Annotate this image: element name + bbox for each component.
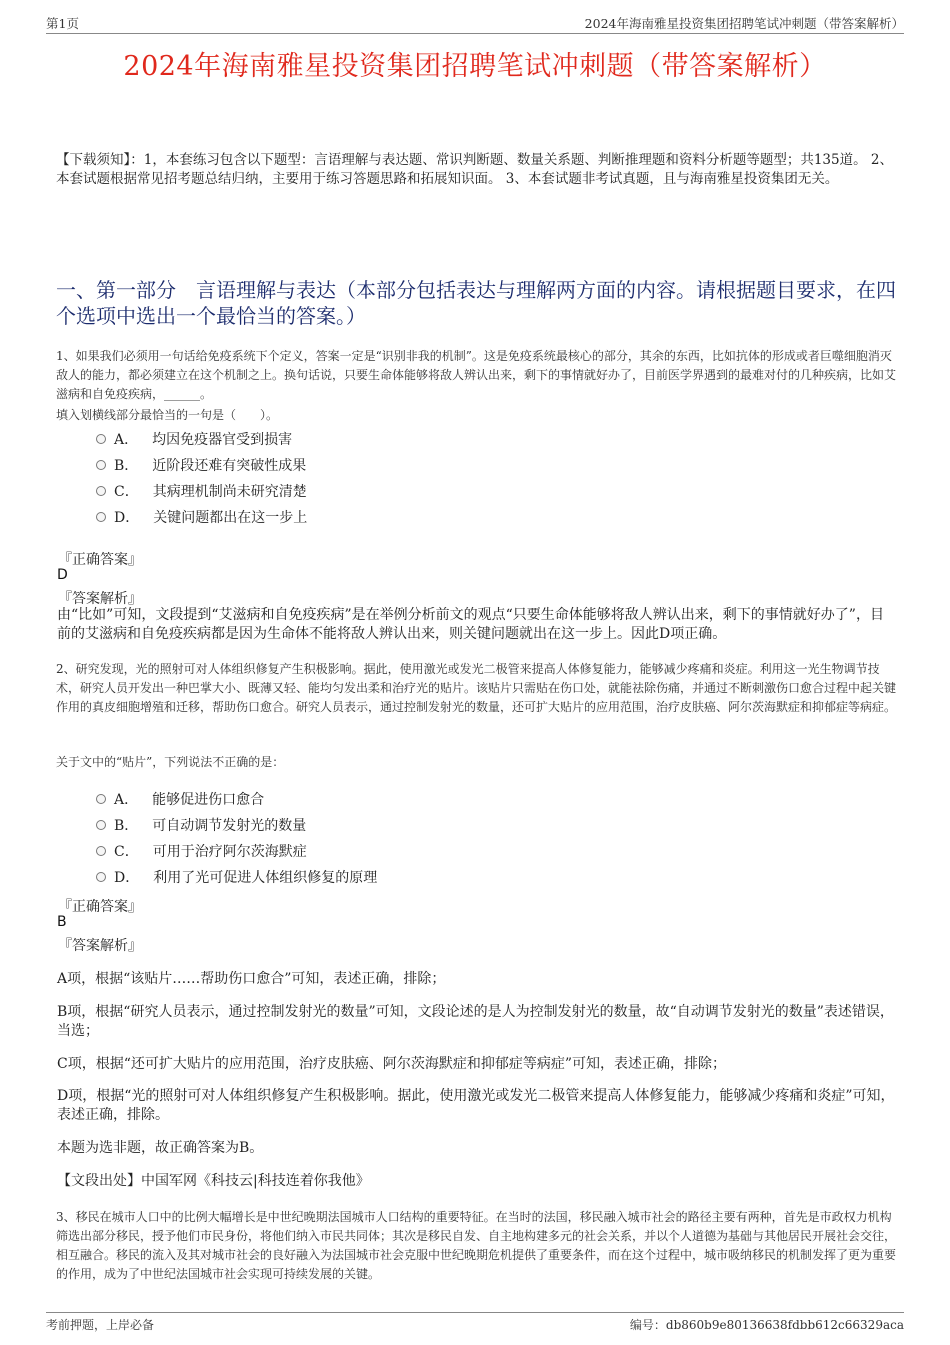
q2-options xyxy=(96,786,596,890)
radio-button-icon[interactable] xyxy=(96,820,106,830)
option-letter: C． xyxy=(114,484,139,500)
q2-option-a[interactable] xyxy=(96,786,596,812)
radio-button-icon[interactable] xyxy=(96,872,106,882)
q3-stem: 3、移民在城市人口中的比例大幅增长是中世纪晚期法国城市人口结构的重要特征。在当时的法国，移民融入城市社会的路径主要有两种，首先是市政权力机构筛选出部分移民，授予他们市民身份，将他们纳入市民共同体；其次是移民自发、自主地构建多元的社会关系，并以个人道德为基础与其他居民开展社会交往，相互融合。移民的流入及其对城市社会的良好融入为法国城市社会克服中世纪晚期危机提供了重要条件，而在这个过程中，城市吸纳移民的机制发挥了更为重要的作用，成为了中世纪法国城市社会实现可持续发展的关键。 xyxy=(56,1210,897,1281)
q2-option-b[interactable] xyxy=(96,812,596,838)
footer-doc-id: 编号：db860b9e80136638fdbb612c66329aca xyxy=(629,1318,904,1332)
option-letter: D． xyxy=(114,510,140,526)
option-letter: D． xyxy=(114,870,140,886)
q1-analysis: 由“比如”可知，文段提到“艾滋病和自免疫疾病”是在举例分析前文的观点“只要生命体能够将敌人辨认出来，剩下的事情就好办了”，目前的艾滋病和自免疫疾病都是因为生命体不能将敌人辨认出来，则关键问题就出在这一步上。因此D项正确。 xyxy=(57,607,884,642)
q1-option-a[interactable] xyxy=(96,426,596,452)
q2-source: 【文段出处】中国军网《科技云|科技连着你我他》 xyxy=(57,1173,370,1189)
header-doc-title: 2024年海南雅星投资集团招聘笔试冲刺题（带答案解析） xyxy=(584,16,904,31)
option-letter: A． xyxy=(114,432,139,448)
option-text: 关键问题都出在这一步上 xyxy=(153,510,308,526)
q1-analysis-label: 『答案解析』 xyxy=(58,591,142,607)
option-text: 其病理机制尚未研究清楚 xyxy=(152,484,307,500)
q2-answer-label: 『正确答案』 xyxy=(58,899,142,915)
option-letter: C． xyxy=(114,844,139,860)
q1-option-c[interactable] xyxy=(96,478,596,504)
q1-stem: 1、如果我们必须用一句话给免疫系统下个定义，答案一定是“识别非我的机制”。这是免疫系统最核心的部分，其余的东西，比如抗体的形成或者巨噬细胞消灭敌人的能力，都必须建立在这个机制之上。换句话说，只要生命体能够将敌人辨认出来，剩下的事情就好办了，目前医学界遇到的最难对付的几种疾病，比如艾滋病和自免疫疾病，______。 xyxy=(56,349,897,401)
q2-answer: B xyxy=(57,914,67,930)
option-text: 可自动调节发射光的数量 xyxy=(152,818,307,834)
option-letter: B． xyxy=(114,458,139,474)
page-number: 第1页 xyxy=(46,16,79,31)
q2-conclusion: 本题为选非题，故正确答案为B。 xyxy=(57,1140,264,1156)
option-letter: B． xyxy=(114,818,139,834)
option-letter: A． xyxy=(114,792,139,808)
page-footer xyxy=(46,1312,904,1334)
q1-option-d[interactable] xyxy=(96,504,596,530)
radio-button-icon[interactable] xyxy=(96,794,106,804)
page-header xyxy=(46,12,904,34)
q2-option-d[interactable] xyxy=(96,864,596,890)
footer-slogan: 考前押题，上岸必备 xyxy=(46,1318,155,1332)
radio-button-icon[interactable] xyxy=(96,486,106,496)
q2-option-c[interactable] xyxy=(96,838,596,864)
option-text: 可用于治疗阿尔茨海默症 xyxy=(152,844,307,860)
download-notice: 【下载须知】：1，本套练习包含以下题型：言语理解与表达题、常识判断题、数量关系题、判断推理题和资料分析题等题型；共135道。 2、本套试题根据常见招考题总结归纳，主要用于练习答题思路和拓展知识面。 3、本套试题非考试真题，且与海南雅星投资集团无关。 xyxy=(56,152,893,187)
q2-analysis-d: D项，根据“光的照射可对人体组织修复产生积极影响。据此，使用激光或发光二极管来提高人体修复能力，能够减少疼痛和炎症”可知，表述正确，排除。 xyxy=(57,1088,895,1123)
q1-option-b[interactable] xyxy=(96,452,596,478)
radio-button-icon[interactable] xyxy=(96,512,106,522)
q2-analysis-c: C项，根据“还可扩大贴片的应用范围，治疗皮肤癌、阿尔茨海默症和抑郁症等病症”可知，表述正确，排除； xyxy=(57,1056,727,1072)
q2-analysis-b: B项，根据“研究人员表示，通过控制发射光的数量”可知，文段论述的是人为控制发射光的数量，故“自动调节发射光的数量”表述错误，当选； xyxy=(57,1004,894,1039)
option-text: 均因免疫器官受到损害 xyxy=(152,432,293,448)
section-heading: 一、第一部分 言语理解与表达（本部分包括表达与理解两方面的内容。请根据题目要求，在四个选项中选出一个最恰当的答案。） xyxy=(56,278,896,328)
q2-analysis-label: 『答案解析』 xyxy=(58,938,142,954)
q2-analysis-a: A项，根据“该贴片……帮助伤口愈合”可知，表述正确，排除； xyxy=(57,971,446,987)
radio-button-icon[interactable] xyxy=(96,460,106,470)
q2-stem: 2、研究发现，光的照射可对人体组织修复产生积极影响。据此，使用激光或发光二极管来提高人体修复能力，能够减少疼痛和炎症。利用这一光生物调节技术，研究人员开发出一种巴掌大小、既薄又轻、能均匀发出柔和治疗光的贴片。该贴片只需贴在伤口处，就能祛除伤痛，并通过不断刺激伤口愈合过程中起关键作用的真皮细胞增殖和迁移，帮助伤口愈合。研究人员表示，通过控制发射光的数量，还可扩大贴片的应用范围，治疗皮肤癌、阿尔茨海默症和抑郁症等病症。 xyxy=(56,662,897,714)
radio-button-icon[interactable] xyxy=(96,434,106,444)
option-text: 利用了光可促进人体组织修复的原理 xyxy=(153,870,378,886)
option-text: 近阶段还难有突破性成果 xyxy=(152,458,307,474)
q1-options xyxy=(96,426,596,530)
q1-answer-label: 『正确答案』 xyxy=(58,552,142,568)
q1-prompt: 填入划横线部分最恰当的一句是（ ）。 xyxy=(56,408,279,422)
document-title: 2024年海南雅星投资集团招聘笔试冲刺题（带答案解析） xyxy=(123,51,827,82)
q2-prompt: 关于文中的“贴片”，下列说法不正确的是： xyxy=(56,755,285,769)
option-text: 能够促进伤口愈合 xyxy=(152,792,265,808)
radio-button-icon[interactable] xyxy=(96,846,106,856)
q1-answer: D xyxy=(57,567,68,583)
